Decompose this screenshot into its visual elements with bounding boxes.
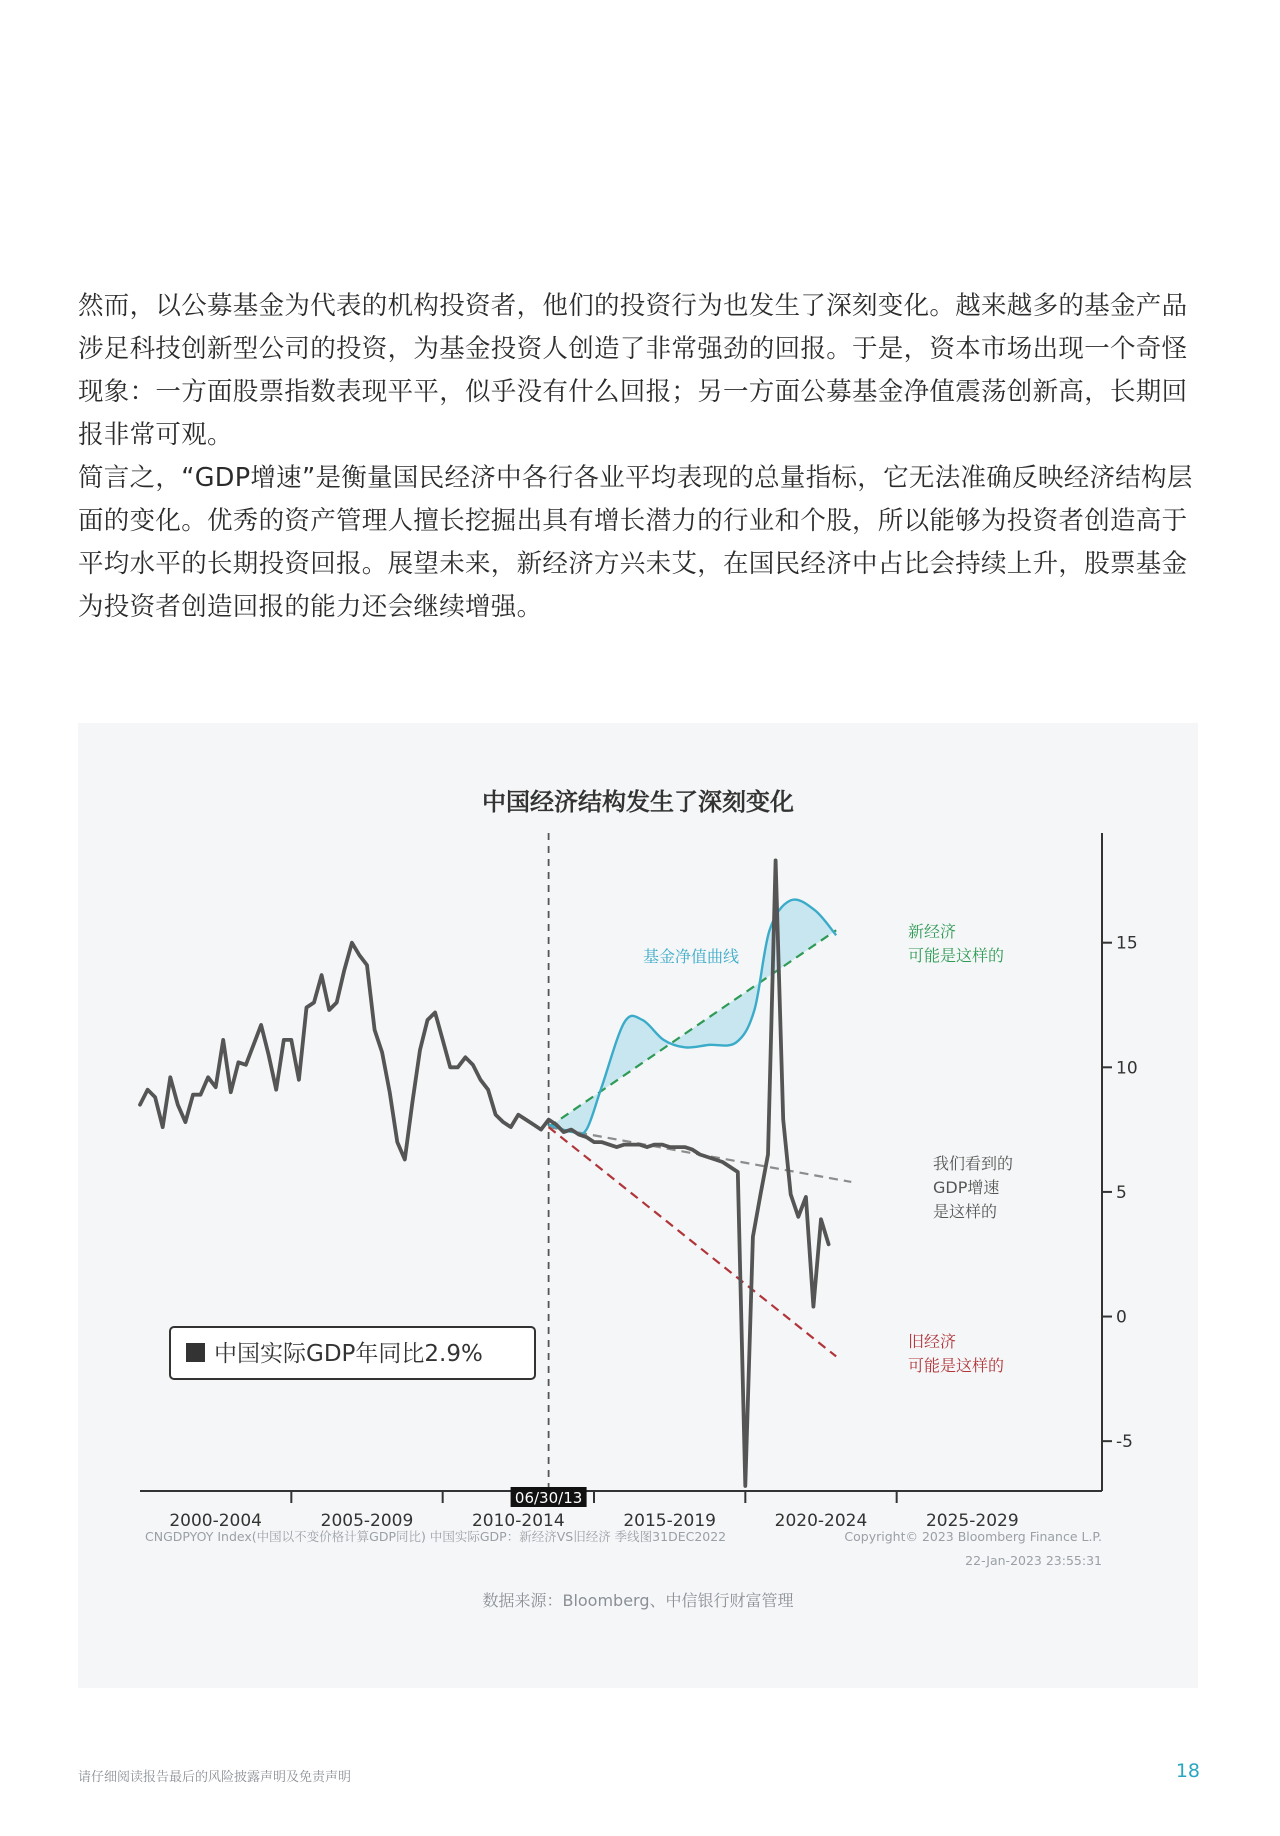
legend [170,1327,535,1379]
y-tick-label: 5 [1116,1182,1127,1203]
figure-panel [78,723,1198,1688]
marker-date-label: 06/30/13 [514,1489,583,1507]
y-tick-label: 0 [1116,1307,1127,1328]
x-tick-label: 2010-2014 [471,1511,565,1531]
gdp-trend-label: 是这样的 [933,1202,998,1221]
chart-footnote-date: 22-Jan-2023 23:55:31 [965,1553,1102,1568]
footer-disclaimer: 请仔细阅读报告最后的风险披露声明及免责声明 [78,1770,352,1785]
chart-footnote-right: Copyright© 2023 Bloomberg Finance L.P. [844,1529,1102,1544]
old-economy-label: 可能是这样的 [908,1356,1005,1375]
paragraph: 简言之，“GDP增速”是衡量国民经济中各行各业平均表现的总量指标，它无法准确反映经济结构层面的变化。优秀的资产管理人擅长挖掘出具有增长潜力的行业和个股，所以能够为投资者创造高于平均水平的长期投资回报。展望未来，新经济方兴未艾，在国民经济中占比会持续上升，股票基金为投资者创造回报的能力还会继续增强。 [78,463,1193,622]
x-tick-label: 2020-2024 [774,1511,868,1531]
chart-title: 中国经济结构发生了深刻变化 [482,788,794,816]
chart-footnote-left: CNGDPYOY Index(中国以不变价格计算GDP同比) 中国实际GDP：新经济VS旧经济 季线图31DEC2022 [145,1529,727,1544]
y-tick-label: 10 [1116,1058,1138,1079]
lines-layer [140,860,851,1486]
x-tick-label: 2000-2004 [169,1511,263,1531]
x-tick-label: 2025-2029 [925,1511,1019,1531]
page-number: 18 [1175,1760,1200,1782]
paragraph: 然而，以公募基金为代表的机构投资者，他们的投资行为也发生了深刻变化。越来越多的基金产品涉足科技创新型公司的投资，为基金投资人创造了非常强劲的回报。于是，资本市场出现一个奇怪现象：一方面股票指数表现平平，似乎没有什么回报；另一方面公募基金净值震荡创新高，长期回报非常可观。 [78,291,1188,450]
gdp-structure-chart [78,723,1198,1688]
legend-swatch [186,1343,205,1362]
y-tick-label: -5 [1116,1432,1133,1453]
y-tick-label: 15 [1116,933,1138,954]
old-economy-label: 旧经济 [908,1332,957,1351]
labels-layer [643,922,1013,1375]
x-tick-label: 2015-2019 [623,1511,717,1531]
legend-label: 中国实际GDP年同比2.9% [214,1341,483,1367]
figure-source: 数据来源：Bloomberg、中信银行财富管理 [482,1591,794,1610]
new-economy-label: 可能是这样的 [908,946,1005,965]
old-economy-line [549,1127,837,1356]
x-tick-label: 2005-2009 [320,1511,414,1531]
new-economy-label: 新经济 [908,922,957,941]
fund-curve-label: 基金净值曲线 [642,947,740,966]
gdp-trend-label: GDP增速 [933,1178,1000,1197]
body-text [78,285,1198,629]
gdp-trend-label: 我们看到的 [933,1154,1014,1173]
